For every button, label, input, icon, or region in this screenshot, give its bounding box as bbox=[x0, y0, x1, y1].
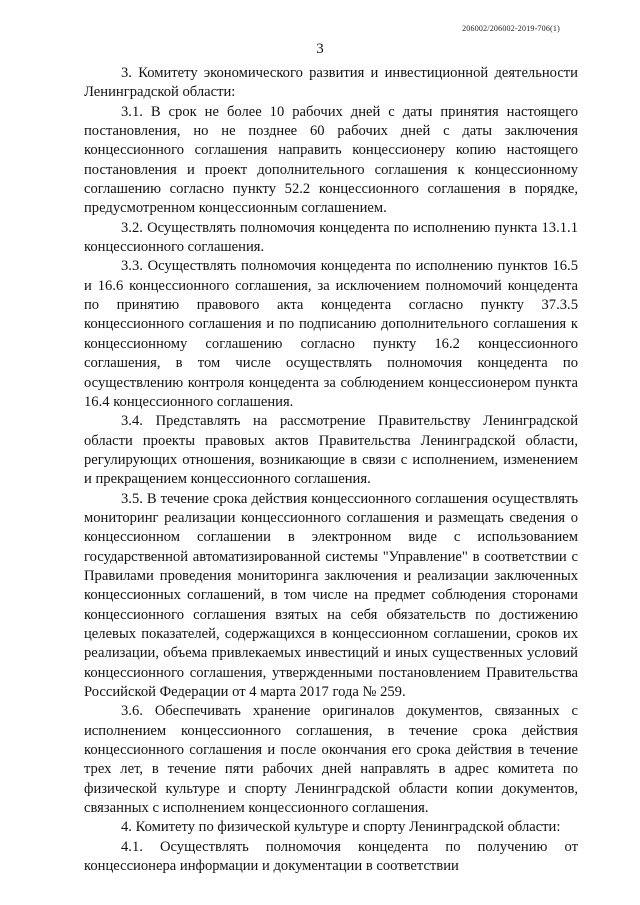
paragraph-3-4: 3.4. Представлять на рассмотрение Правительству Ленинградской области проекты правовых актов Правительства Ленинградской области, регулирующих отношения, возникающие в связи с исполнением, изменением и прекращением концессионного соглашения. bbox=[84, 413, 578, 488]
document-body bbox=[84, 64, 578, 876]
paragraph-3-1: 3.1. В срок не более 10 рабочих дней с даты принятия настоящего постановления, но не позднее 60 рабочих дней с даты заключения концессионного соглашения направить концессионеру копию настоящего постановления и проект дополнительного соглашения к концессионному соглашению согласно пункту 52.2 концессионного соглашения в порядке, предусмотренном концессионным соглашением. bbox=[84, 103, 578, 217]
page-number: 3 bbox=[316, 41, 324, 57]
paragraph-4-1: 4.1. Осуществлять полномочия концедента по получению от концессионера информации и документации в соответствии bbox=[84, 838, 578, 875]
paragraph-3-2: 3.2. Осуществлять полномочия концедента по исполнению пункта 13.1.1 концессионного соглашения. bbox=[84, 219, 578, 256]
paragraph-3-3: 3.3. Осуществлять полномочия концедента по исполнению пунктов 16.5 и 16.6 концессионного соглашения, за исключением полномочий концедента по принятию правового акта концедента согласно пункту 37.3.5 концессионного соглашения и по подписанию дополнительного соглашения к концессионному соглашению согласно пункту 16.2 концессионного соглашения, в том числе осуществлять полномочия концедента по осуществлению контроля концедента за соблюдением концессионером пункта 16.4 концессионного соглашения. bbox=[84, 258, 578, 410]
paragraph-3-6: 3.6. Обеспечивать хранение оригиналов документов, связанных с исполнением концессионного соглашения, в течение срока действия концессионного соглашения и после окончания его срока действия в течение трех лет, в течение пяти рабочих дней направлять в адрес комитета по физической культуре и спорту Ленинградской области копии документов, связанных с исполнением концессионного соглашения. bbox=[84, 703, 578, 817]
document-id: 206002/206002-2019-706(1) bbox=[462, 24, 560, 33]
paragraph-4: 4. Комитету по физической культуре и спорту Ленинградской области: bbox=[121, 819, 561, 836]
paragraph-3: 3. Комитету экономического развития и инвестиционной деятельности Ленинградской области: bbox=[84, 65, 578, 101]
paragraph-3-5: 3.5. В течение срока действия концессионного соглашения осуществлять мониторинг реализации концессионного соглашения и размещать сведения о концессионном соглашении в электронном виде с использованием государственной автоматизированной системы "Управление" в соответствии с Правилами проведения мониторинга заключения и реализации заключенных концессионных соглашений, в том числе на предмет соблюдения сторонами концессионного соглашения взятых на себя обязательств по достижению целевых показателей, содержащихся в концессионном соглашении, сроков их реализации, объема привлекаемых инвестиций и иных существенных условий концессионного соглашения, утвержденными постановлением Правительства Российской Федерации от 4 марта 2017 года № 259. bbox=[84, 490, 578, 700]
